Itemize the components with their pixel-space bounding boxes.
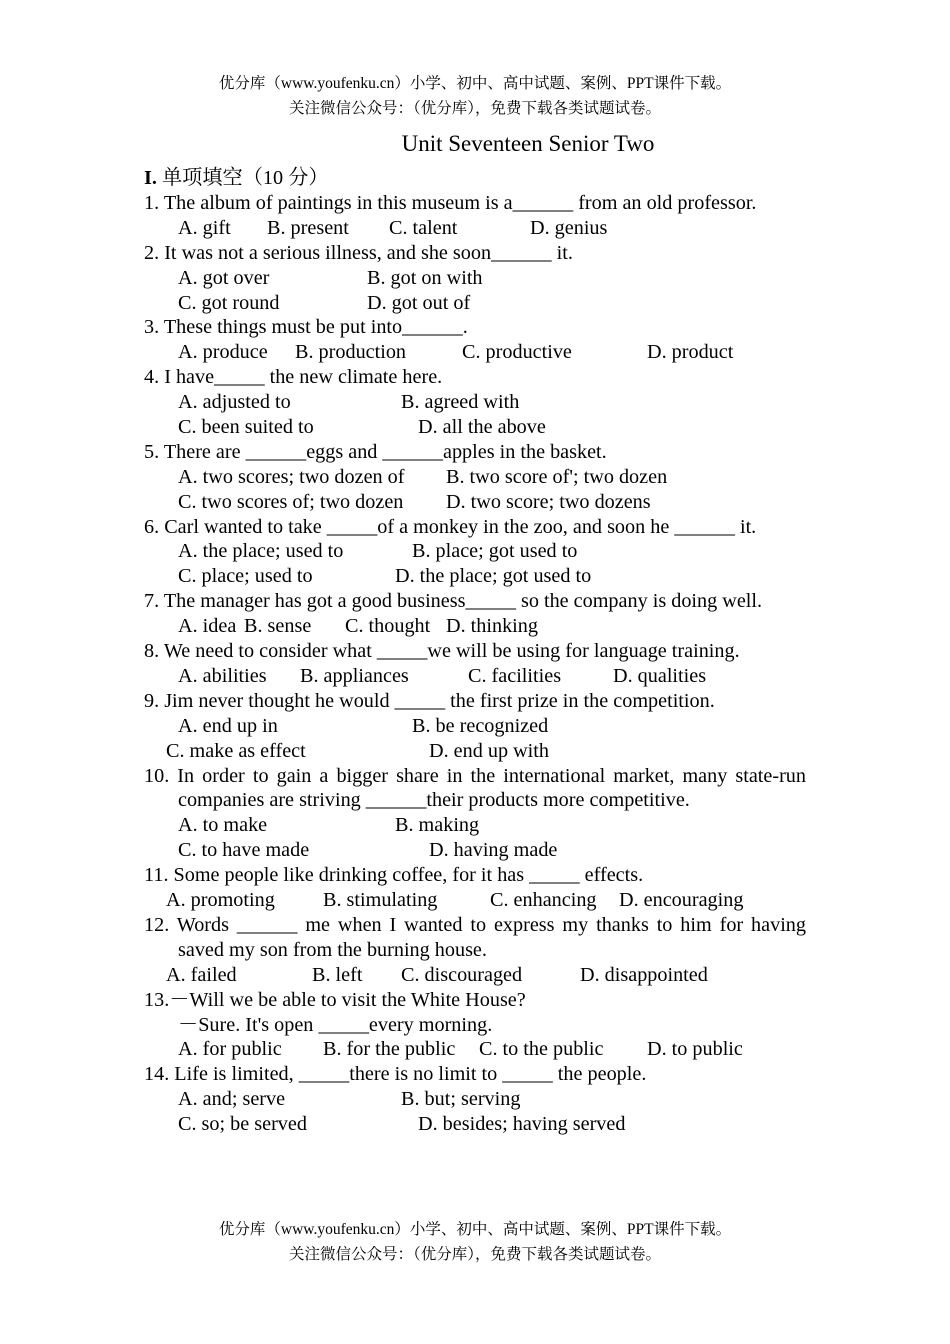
page-title: Unit Seventeen Senior Two (401, 131, 655, 156)
question-stem: 9. Jim never thought he would _____ the first prize in the competition. (144, 689, 715, 712)
option-a[interactable]: A. abilities (178, 664, 267, 687)
option-d[interactable]: D. genius (530, 216, 608, 239)
question-stem: 14. Life is limited, _____there is no limit to _____ the people. (144, 1063, 647, 1086)
question-9 (144, 689, 806, 764)
options-row (144, 714, 806, 739)
options-row (144, 1037, 806, 1062)
option-d[interactable]: D. to public (647, 1038, 743, 1061)
question-6 (144, 515, 806, 590)
option-a[interactable]: A. adjusted to (178, 391, 291, 414)
option-d[interactable]: D. the place; got used to (395, 565, 592, 588)
question-11 (144, 863, 806, 913)
option-c[interactable]: C. got round (178, 291, 280, 314)
option-a[interactable]: A. end up in (178, 714, 278, 737)
option-a[interactable]: A. promoting (166, 889, 275, 912)
option-b[interactable]: B. place; got used to (412, 540, 578, 563)
option-d[interactable]: D. besides; having served (418, 1113, 626, 1136)
option-d[interactable]: D. having made (429, 839, 558, 862)
options-row (144, 1112, 806, 1137)
option-a[interactable]: A. idea (178, 615, 237, 638)
options-row (144, 390, 806, 415)
option-a[interactable]: A. failed (166, 963, 237, 986)
option-d[interactable]: D. end up with (429, 739, 549, 762)
section-number: I. (144, 167, 157, 189)
option-b[interactable]: B. but; serving (401, 1088, 521, 1111)
option-d[interactable]: D. disappointed (580, 963, 708, 986)
question-stem: 1. The album of paintings in this museum is a______ from an old professor. (144, 191, 757, 214)
option-c[interactable]: C. make as effect (166, 739, 306, 762)
option-b[interactable]: B. production (295, 341, 407, 364)
header-line-2: 关注微信公众号：（优分库），免费下载各类试题试卷。 (288, 100, 661, 117)
option-c[interactable]: C. productive (462, 341, 572, 364)
option-c[interactable]: C. to the public (479, 1038, 604, 1061)
option-d[interactable]: D. qualities (613, 664, 707, 687)
options-row (144, 838, 806, 863)
section-heading (144, 166, 806, 191)
option-a[interactable]: A. got over (178, 266, 270, 289)
option-b[interactable]: B. got on with (367, 266, 483, 289)
options-row (144, 963, 806, 988)
question-12 (144, 913, 806, 988)
question-10 (144, 764, 806, 864)
question-13 (144, 988, 806, 1063)
options-row (144, 813, 806, 838)
options-row (144, 415, 806, 440)
option-d[interactable]: D. all the above (418, 415, 546, 438)
option-c[interactable]: C. so; be served (178, 1113, 307, 1136)
question-stem: 12. Words ______ me when I wanted to express my thanks to him for having saved my son from the burning house. (144, 913, 806, 961)
option-c[interactable]: C. talent (389, 216, 458, 239)
question-stem: 6. Carl wanted to take _____of a monkey in the zoo, and soon he ______ it. (144, 515, 757, 538)
option-b[interactable]: B. appliances (300, 664, 409, 687)
option-d[interactable]: D. two score; two dozens (446, 490, 651, 513)
option-a[interactable]: A. to make (178, 814, 268, 837)
option-a[interactable]: A. for public (178, 1038, 282, 1061)
options-row (144, 614, 806, 639)
question-stem: 2. It was not a serious illness, and she soon______ it. (144, 241, 573, 264)
option-b[interactable]: B. two score of'; two dozen (446, 465, 668, 488)
option-b[interactable]: B. for the public (323, 1038, 456, 1061)
option-d[interactable]: D. thinking (446, 615, 538, 638)
option-c[interactable]: C. to have made (178, 839, 310, 862)
options-row (144, 664, 806, 689)
option-c[interactable]: C. two scores of; two dozen (178, 490, 404, 513)
options-row (144, 739, 806, 764)
option-c[interactable]: C. facilities (468, 664, 562, 687)
option-b[interactable]: B. sense (244, 615, 312, 638)
options-row (144, 564, 806, 589)
question-8 (144, 639, 806, 689)
option-d[interactable]: D. encouraging (619, 889, 744, 912)
options-row (144, 216, 806, 241)
option-b[interactable]: B. left (312, 963, 363, 986)
question-stem: 10. In order to gain a bigger share in the international market, many state-run companies are striving ______their products more competitive. (144, 764, 806, 812)
options-row (144, 539, 806, 564)
question-stem: 8. We need to consider what _____we will be using for language training. (144, 640, 740, 663)
option-d[interactable]: D. got out of (367, 291, 471, 314)
document-body (144, 166, 806, 1137)
option-b[interactable]: B. present (267, 216, 349, 239)
header-line-1: 优分库（www.youfenku.cn）小学、初中、高中试题、案例、PPT课件下载。 (218, 75, 732, 92)
option-b[interactable]: B. agreed with (401, 391, 520, 414)
options-row (144, 340, 806, 365)
question-stem: 3. These things must be put into______. (144, 316, 468, 339)
question-stem: 5. There are ______eggs and ______apples in the basket. (144, 440, 607, 463)
question-stem-reply: －Sure. It's open _____every morning. (178, 1013, 493, 1036)
options-row (144, 291, 806, 316)
option-c[interactable]: C. been suited to (178, 415, 314, 438)
options-row (144, 888, 806, 913)
option-b[interactable]: B. stimulating (323, 889, 438, 912)
question-1 (144, 191, 806, 241)
question-2 (144, 241, 806, 316)
option-d[interactable]: D. product (647, 341, 734, 364)
section-label: 单项填空（10 分） (161, 167, 329, 189)
question-14 (144, 1062, 806, 1137)
option-a[interactable]: A. produce (178, 341, 268, 364)
footer-line-1: 优分库（www.youfenku.cn）小学、初中、高中试题、案例、PPT课件下载。 (218, 1221, 732, 1238)
question-7 (144, 589, 806, 639)
question-stem: 4. I have_____ the new climate here. (144, 366, 443, 389)
option-a[interactable]: A. and; serve (178, 1088, 286, 1111)
question-3 (144, 315, 806, 365)
option-b[interactable]: B. making (395, 814, 480, 837)
question-stem: 11. Some people like drinking coffee, for it has _____ effects. (144, 864, 644, 887)
option-c[interactable]: C. enhancing (490, 889, 597, 912)
question-stem: 13.－Will we be able to visit the White House? (144, 988, 526, 1011)
question-4 (144, 365, 806, 440)
options-row (144, 490, 806, 515)
question-5 (144, 440, 806, 515)
option-a[interactable]: A. the place; used to (178, 540, 344, 563)
option-c[interactable]: C. place; used to (178, 565, 313, 588)
question-stem: 7. The manager has got a good business_____ so the company is doing well. (144, 590, 763, 613)
option-a[interactable]: A. two scores; two dozen of (178, 465, 405, 488)
options-row (144, 465, 806, 490)
options-row (144, 266, 806, 291)
footer-line-2: 关注微信公众号：（优分库），免费下载各类试题试卷。 (288, 1246, 661, 1263)
option-b[interactable]: B. be recognized (412, 714, 549, 737)
options-row (144, 1087, 806, 1112)
option-a[interactable]: A. gift (178, 216, 231, 239)
option-c[interactable]: C. discouraged (401, 963, 523, 986)
option-c[interactable]: C. thought (345, 615, 431, 638)
